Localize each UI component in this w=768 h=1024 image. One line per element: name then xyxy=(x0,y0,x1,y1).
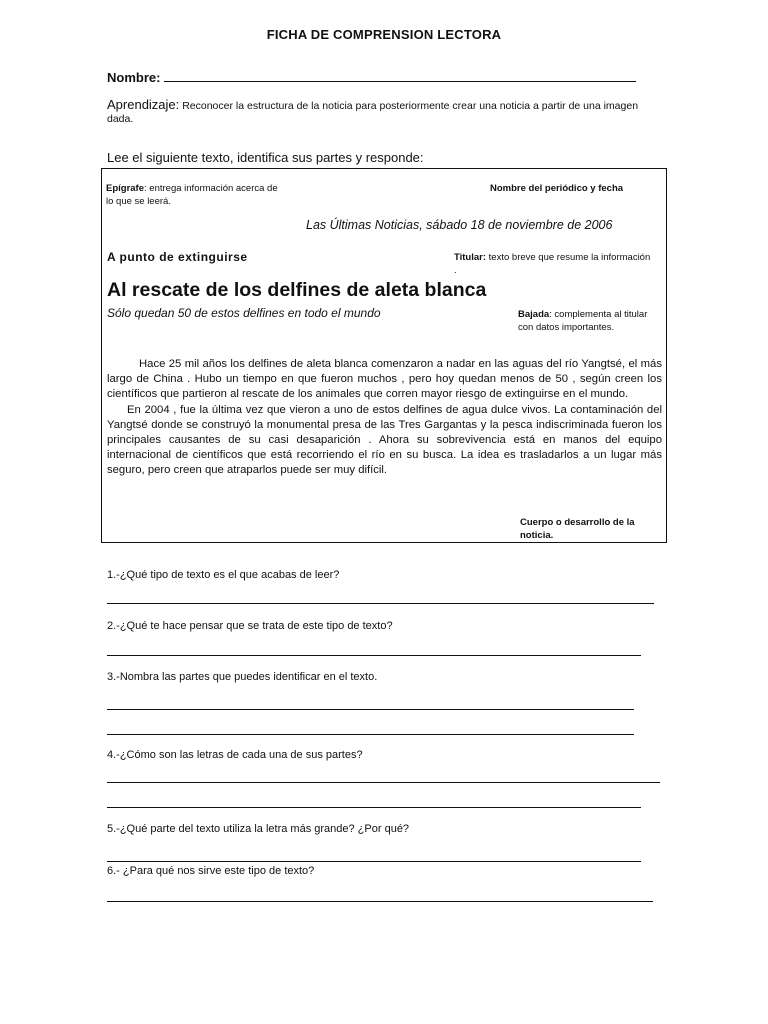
answer-line-5[interactable] xyxy=(107,861,641,862)
periodico-fecha: Las Últimas Noticias, sábado 18 de noviembre de 2006 xyxy=(306,218,613,232)
titular-note xyxy=(454,251,654,277)
page-title: FICHA DE COMPRENSION LECTORA xyxy=(266,27,502,42)
titular-note-label: Titular: xyxy=(454,252,487,263)
bajada-note xyxy=(518,308,658,334)
nombre-label: Nombre: xyxy=(107,70,161,85)
news-paragraph-2: En 2004 , fue la última vez que vieron a uno de estos delfines de agua dulce vivos. La contaminación del Yangtsé donde se construyó la monumental presa de las Tres Gargantas y la pesca indiscriminada fueron los principales causantes de su casi desaparición . Ahora su sobrevivencia está en manos del equipo internacional de científicos que está recorriendo el río en su busca. La idea es trasladarlos a un lugar más seguro, pero creen que atraparlos puede ser muy difícil. xyxy=(107,403,662,477)
bajada-note-label: Bajada xyxy=(518,309,550,320)
headline: Al rescate de los delfines de aleta blanca xyxy=(107,279,487,301)
answer-line-6[interactable] xyxy=(107,901,653,902)
periodico-note: Nombre del periódico y fecha xyxy=(490,183,624,194)
aprendizaje xyxy=(107,98,667,126)
news-body xyxy=(107,357,662,479)
titular-note-text: texto breve que resume la información . xyxy=(454,252,651,276)
question-6: 6.- ¿Para qué nos sirve este tipo de texto? xyxy=(107,865,315,877)
aprendizaje-label: Aprendizaje: xyxy=(107,97,180,112)
answer-line-2[interactable] xyxy=(107,655,641,656)
epigrafe-note-text: : entrega información acerca de lo que se leerá. xyxy=(106,183,278,207)
epigrafe: A punto de extinguirse xyxy=(107,250,248,264)
nombre-field xyxy=(107,69,636,85)
news-paragraph-1: Hace 25 mil años los delfines de aleta blanca comenzaron a nadar en las aguas del río Yangtsé, el más largo de China . Hubo un tiempo en que fueron muchos , pero hoy quedan menos de 50 , según creen los científicos que partieron al rescate de los animales que corren mayor riesgo de extinguirse en el mundo. xyxy=(107,358,662,401)
instruction: Lee el siguiente texto, identifica sus partes y responde: xyxy=(107,150,424,165)
answer-line-3b[interactable] xyxy=(107,734,634,735)
nombre-answer-line[interactable] xyxy=(164,69,636,82)
question-2: 2.-¿Qué te hace pensar que se trata de este tipo de texto? xyxy=(107,620,393,632)
bajada: Sólo quedan 50 de estos delfines en todo el mundo xyxy=(107,306,381,320)
answer-line-3a[interactable] xyxy=(107,709,634,710)
answer-line-1[interactable] xyxy=(107,603,654,604)
answer-line-4a[interactable] xyxy=(107,782,660,783)
cuerpo-note: Cuerpo o desarrollo de la noticia. xyxy=(520,517,635,541)
question-4: 4.-¿Cómo son las letras de cada una de sus partes? xyxy=(107,749,363,761)
aprendizaje-text: Reconocer la estructura de la noticia para posteriormente crear una noticia a partir de una imagen dada. xyxy=(107,100,639,125)
answer-line-4b[interactable] xyxy=(107,807,641,808)
question-3: 3.-Nombra las partes que puedes identificar en el texto. xyxy=(107,671,378,683)
question-5: 5.-¿Qué parte del texto utiliza la letra más grande? ¿Por qué? xyxy=(107,823,410,835)
epigrafe-note-label: Epígrafe xyxy=(106,183,145,194)
bajada-note-text: : complementa al titular con datos importantes. xyxy=(518,309,648,333)
question-1: 1.-¿Qué tipo de texto es el que acabas de leer? xyxy=(107,569,340,581)
epigrafe-note xyxy=(106,182,286,208)
